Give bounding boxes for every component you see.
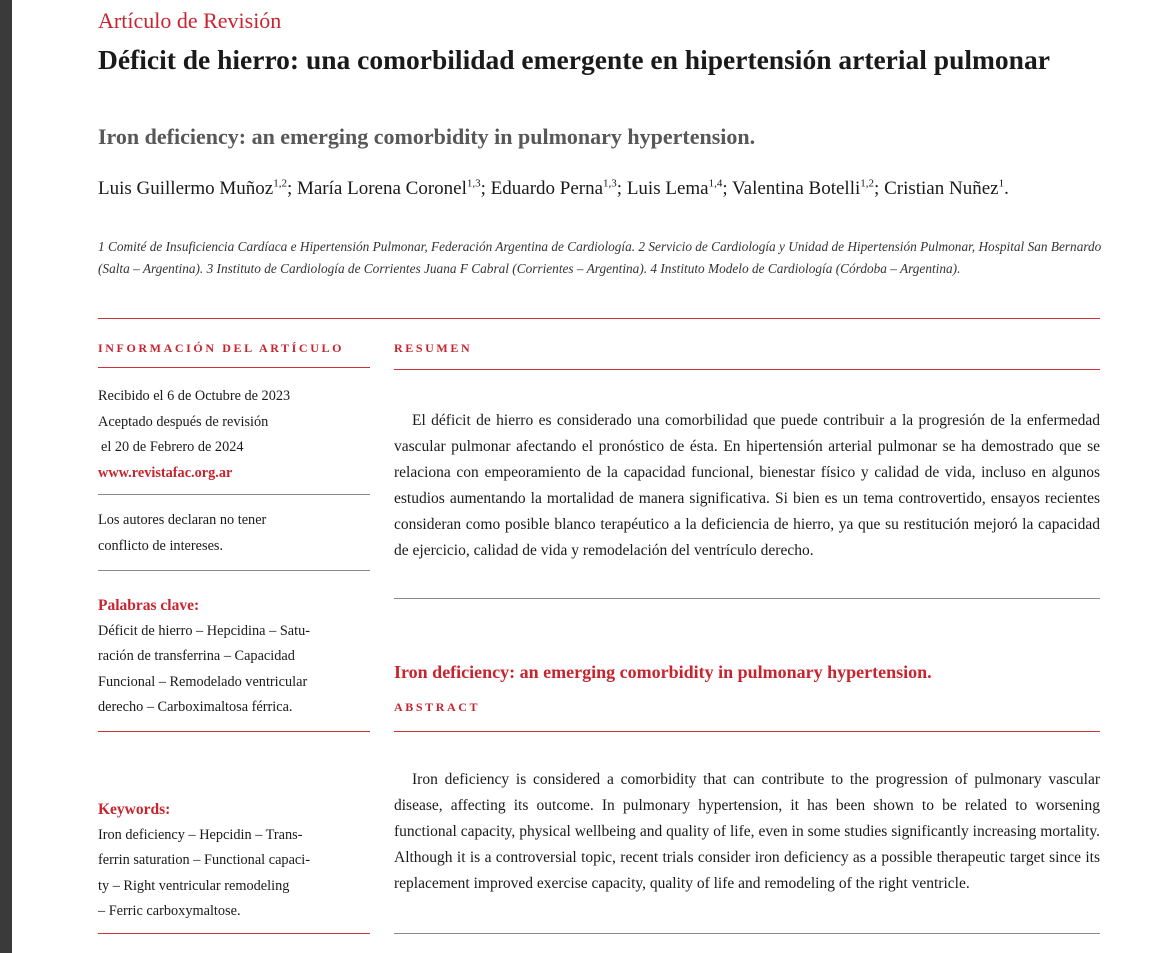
header-divider <box>98 318 1100 319</box>
author: María Lorena Coronel$^{1,3}$; <box>296 177 491 199</box>
abstract-title: Iron deficiency: an emerging comorbidity in pulmonary hypertension. <box>394 662 932 682</box>
author-list <box>98 174 1108 204</box>
article-subtitle-english: Iron deficiency: an emerging comorbidity in pulmonary hypertension. <box>98 124 756 149</box>
author: Valentina Botelli$^{1,2}$; <box>732 177 885 199</box>
author: Cristian Nuñez$^1$. <box>884 177 1009 199</box>
keywords-english <box>98 797 373 925</box>
keyword-line: ty – Right ventricular remodeling <box>98 877 290 894</box>
abstract-heading: ABSTRACT <box>394 700 481 714</box>
keyword-line: Funcional – Remodelado ventricular <box>98 673 308 690</box>
divider <box>98 494 370 495</box>
keywords-es-heading: Palabras clave: <box>98 597 200 614</box>
conflict-statement <box>98 508 370 559</box>
divider <box>98 570 370 571</box>
resumen-heading: RESUMEN <box>394 341 473 355</box>
resumen-text <box>394 408 1100 564</box>
abstract-text <box>394 767 1100 897</box>
resumen-paragraph: El déficit de hierro es considerado una comorbilidad que puede contribuir a la progresión de la enfermedad vascular pulmonar afectando el pronóstico de ésta. En hipertensión arterial pulmonar se ha demostrado que se relaciona con empeoramiento de la capacidad funcional, bienestar físico y calidad de vida, incluso en algunos estudios aumentando la mortalidad de manera significativa. Si bien es un tema controvertido, ensayos recientes consideran como posible blanco terapéutico a la deficiencia de hierro, ya que su restitución mejoró la capacidad de ejercicio, calidad de vida y remodelación del ventrículo derecho. <box>394 412 1100 559</box>
author: Eduardo Perna$^{1,3}$; <box>490 177 627 199</box>
keyword-line: Déficit de hierro – Hepcidina – Satu- <box>98 622 310 639</box>
article-dates <box>98 384 370 486</box>
divider <box>394 598 1100 599</box>
affiliations: 1 Comité de Insuficiencia Cardíaca e Hipertensión Pulmonar, Federación Argentina de Cardiología. 2 Servicio de Cardiología y Unidad de Hipertensión Pulmonar, Hospital San Bernardo (Salta – Argentina). 3 Instituto de Cardiología de Corrientes Juana F Cabral (Corrientes – Argentina). 4 Instituto Modelo de Cardiología (Córdoba – Argentina). <box>98 239 1102 276</box>
keyword-line: derecho – Carboximaltosa férrica. <box>98 699 293 715</box>
divider <box>98 933 370 934</box>
divider <box>394 933 1100 934</box>
author: Luis Lema$^{1,4}$; <box>626 177 733 199</box>
conflict-line: conflicto de intereses. <box>98 537 224 554</box>
article-info-heading: INFORMACIÓN DEL ARTÍCULO <box>98 341 344 355</box>
abstract-divider <box>394 731 1100 732</box>
resumen-divider <box>394 369 1100 370</box>
received-date: Recibido el 6 de Octubre de 2023 <box>98 388 291 404</box>
author: Luis Guillermo Muñoz$^{1,2}$; <box>98 177 297 199</box>
article-info-divider <box>98 367 370 368</box>
keywords-spanish <box>98 593 373 721</box>
keyword-line: ferrin saturation – Functional capaci- <box>98 852 310 868</box>
accepted-date: el 20 de Febrero de 2024 <box>101 439 244 455</box>
article-type-label: Artículo de Revisión <box>98 8 282 33</box>
viewer-left-edge <box>0 0 12 953</box>
keyword-line: – Ferric carboxymaltose. <box>98 903 241 919</box>
abstract-paragraph: Iron deficiency is considered a comorbidity that can contribute to the progression of pulmonary vascular disease, affecting its outcome. In pulmonary hypertension, it has been shown to be related to worsening functional capacity, physical wellbeing and quality of life, even in some studies significantly increasing mortality. Although it is a controversial topic, recent trials consider iron deficiency as a possible therapeutic target since its replacement improved exercise capacity, quality of life and remodeling of the right ventricle. <box>394 771 1100 892</box>
keywords-en-heading: Keywords: <box>98 801 171 818</box>
keyword-line: ración de transferrina – Capacidad <box>98 648 295 664</box>
keyword-line: Iron deficiency – Hepcidin – Trans- <box>98 826 303 843</box>
accepted-line: Aceptado después de revisión <box>98 413 269 430</box>
journal-website-link[interactable]: www.revistafac.org.ar <box>98 464 233 481</box>
article-title: Déficit de hierro: una comorbilidad emergente en hipertensión arterial pulmonar <box>98 44 1050 75</box>
conflict-line: Los autores declaran no tener <box>98 512 267 528</box>
divider <box>98 731 370 732</box>
